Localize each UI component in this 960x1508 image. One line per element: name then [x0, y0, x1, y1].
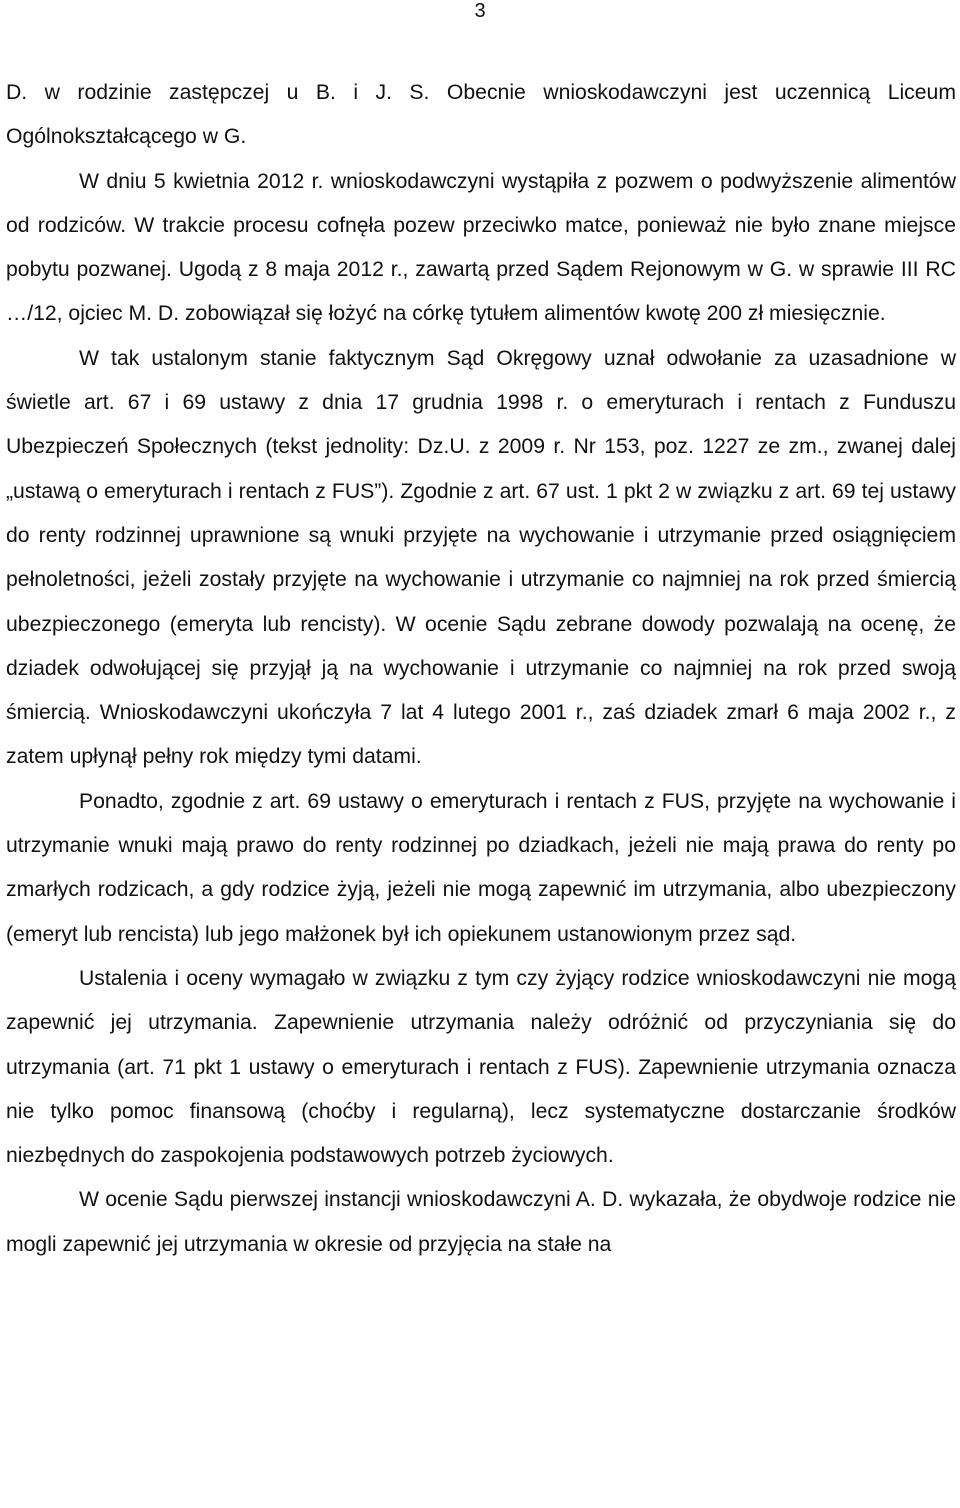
paragraph-2: W dniu 5 kwietnia 2012 r. wnioskodawczyni wystąpiła z pozwem o podwyższenie alimentów od rodziców. W trakcie procesu cofnęła pozew przeciwko matce, ponieważ nie było znane miejsce pobytu pozwanej. Ugodą z 8 maja 2012 r., zawartą przed Sądem Rejonowym w G. w sprawie III RC …/12, ojciec M. D. zobowiązał się łożyć na córkę tytułem alimentów kwotę 200 zł miesięcznie. — [6, 169, 956, 326]
paragraph-3: W tak ustalonym stanie faktycznym Sąd Okręgowy uznał odwołanie za uzasadnione w świetle art. 67 i 69 ustawy z dnia 17 grudnia 1998 r. o emeryturach i rentach z Funduszu Ubezpieczeń Społecznych (tekst jednolity: Dz.U. z 2009 r. Nr 153, poz. 1227 ze zm., zwanej dalej „ustawą o emeryturach i rentach z FUS”). Zgodnie z art. 67 ust. 1 pkt 2 w związku z art. 69 tej ustawy do renty rodzinnej uprawnione są wnuki przyjęte na wychowanie i utrzymanie przed osiągnięciem pełnoletności, jeżeli zostały przyjęte na wychowanie i utrzymanie co najmniej na rok przed śmiercią ubezpieczonego (emeryta lub rencisty). W ocenie Sądu zebrane dowody pozwalają na ocenę, że dziadek odwołującej się przyjął ją na wychowanie i utrzymanie co najmniej na rok przed swoją śmiercią. Wnioskodawczyni ukończyła 7 lat 4 lutego 2001 r., zaś dziadek zmarł 6 maja 2002 r., z zatem upłynął pełny rok między tymi datami. — [6, 346, 956, 769]
paragraph-5: Ustalenia i oceny wymagało w związku z tym czy żyjący rodzice wnioskodawczyni nie mogą zapewnić jej utrzymania. Zapewnienie utrzymania należy odróżnić od przyczyniania się do utrzymania (art. 71 pkt 1 ustawy o emeryturach i rentach z FUS). Zapewnienie utrzymania oznacza nie tylko pomoc finansową (choćby i regularną), lecz systematyczne dostarczanie środków niezbędnych do zaspokojenia podstawowych potrzeb życiowych. — [6, 966, 956, 1168]
page-number: 3 — [474, 0, 486, 22]
paragraph-1: D. w rodzinie zastępczej u B. i J. S. Obecnie wnioskodawczyni jest uczennicą Liceum Ogólnokształcącego w G. — [6, 81, 956, 149]
paragraph-4: Ponadto, zgodnie z art. 69 ustawy o emeryturach i rentach z FUS, przyjęte na wychowanie i utrzymanie wnuki mają prawo do renty rodzinnej po dziadkach, jeżeli nie mają prawa do renty po zmarłych rodzicach, a gdy rodzice żyją, jeżeli nie mogą zapewnić im utrzymania, albo ubezpieczony (emeryt lub rencista) lub jego małżonek był ich opiekunem ustanowionym przez sąd. — [6, 789, 956, 946]
paragraph-6: W ocenie Sądu pierwszej instancji wnioskodawczyni A. D. wykazała, że obydwoje rodzice nie mogli zapewnić jej utrzymania w okresie od przyjęcia na stałe na — [6, 1188, 956, 1256]
document-body — [6, 71, 956, 1267]
